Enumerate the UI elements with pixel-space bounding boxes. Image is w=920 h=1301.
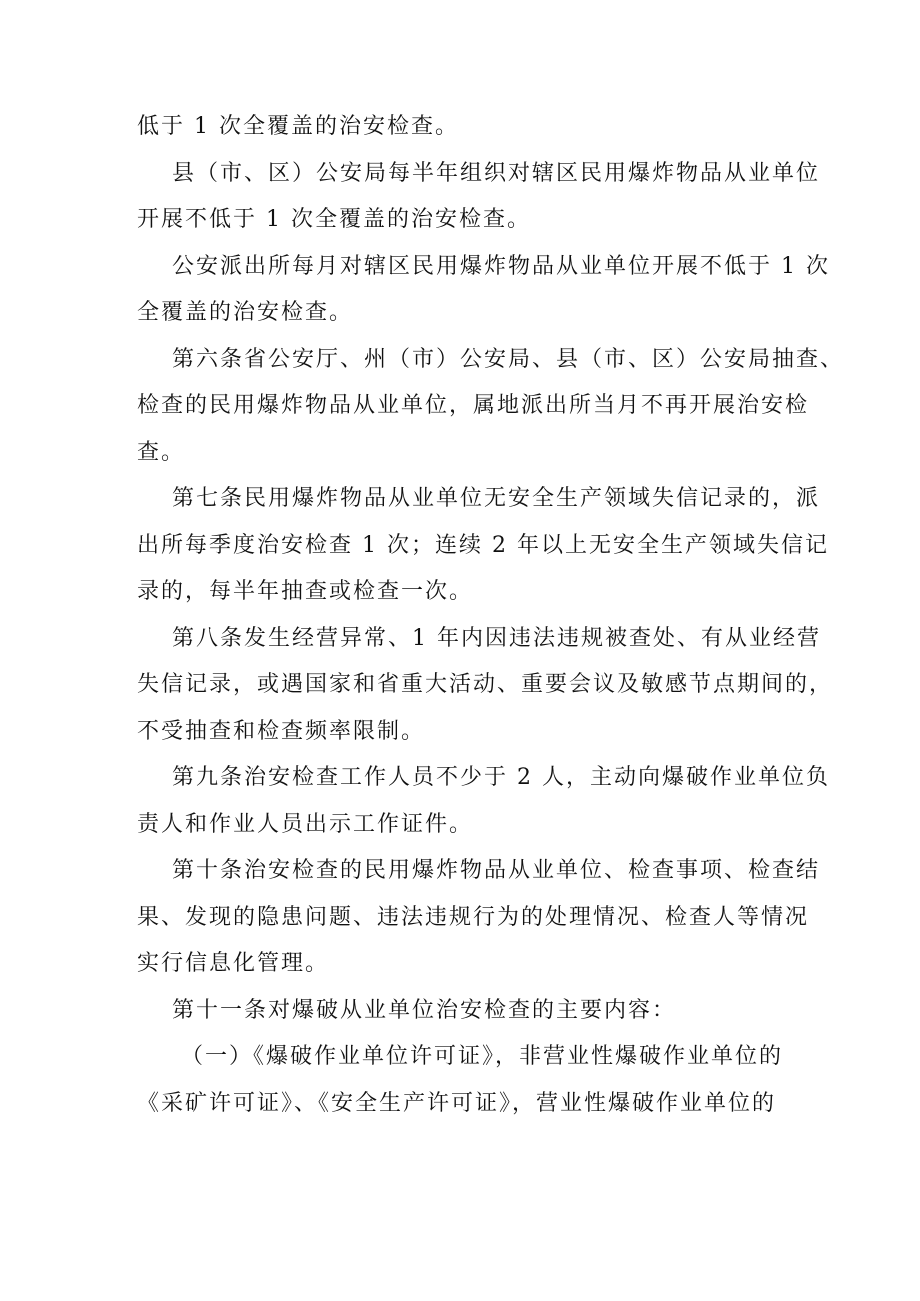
text-line: 全覆盖的治安检查。	[137, 300, 354, 325]
text-line: 出所每季度治安检查 1 次；连续 2 年以上无安全生产领域失信记	[137, 532, 829, 558]
text-line: 第八条发生经营异常、1 年内因违法违规被查处、有从业经营	[172, 625, 821, 651]
text-line: 检查的民用爆炸物品从业单位，属地派出所当月不再开展治安检	[137, 393, 810, 418]
text-line: 第九条治安检查工作人员不少于 2 人，主动向爆破作业单位负	[172, 765, 830, 790]
document-body	[137, 104, 845, 1127]
text-line: 果、发现的隐患问题、违法违规行为的处理情况、检查人等情况	[137, 904, 810, 930]
text-line: 查。	[137, 439, 186, 465]
text-line: 录的，每半年抽查或检查一次。	[137, 579, 474, 604]
text-line: 开展不低于 1 次全覆盖的治安检查。	[137, 207, 531, 232]
text-line: 不受抽查和检查频率限制。	[137, 718, 426, 744]
text-line: 县（市、区）公安局每半年组织对辖区民用爆炸物品从业单位	[172, 160, 821, 186]
text-line: 实行信息化管理。	[137, 951, 330, 976]
text-line: 低于 1 次全覆盖的治安检查。	[137, 114, 459, 139]
text-line: 第六条省公安厅、州（市）公安局、县（市、区）公安局抽查、	[172, 346, 845, 372]
text-line: 第十条治安检查的民用爆炸物品从业单位、检查事项、检查结	[172, 858, 821, 883]
text-line: 第七条民用爆炸物品从业单位无安全生产领域失信记录的，派	[172, 486, 821, 511]
text-line: 公安派出所每月对辖区民用爆炸物品从业单位开展不低于 1 次	[172, 253, 830, 279]
text-line: （一）《爆破作业单位许可证》，非营业性爆破作业单位的	[181, 1044, 784, 1069]
text-line: 《采矿许可证》、《安全生产许可证》，营业性爆破作业单位的	[137, 1090, 777, 1116]
text-line: 失信记录，或遇国家和省重大活动、重要会议及敏感节点期间的，	[137, 672, 834, 697]
text-line: 第十一条对爆破从业单位治安检查的主要内容：	[172, 997, 677, 1023]
text-line: 责人和作业人员出示工作证件。	[137, 811, 474, 837]
